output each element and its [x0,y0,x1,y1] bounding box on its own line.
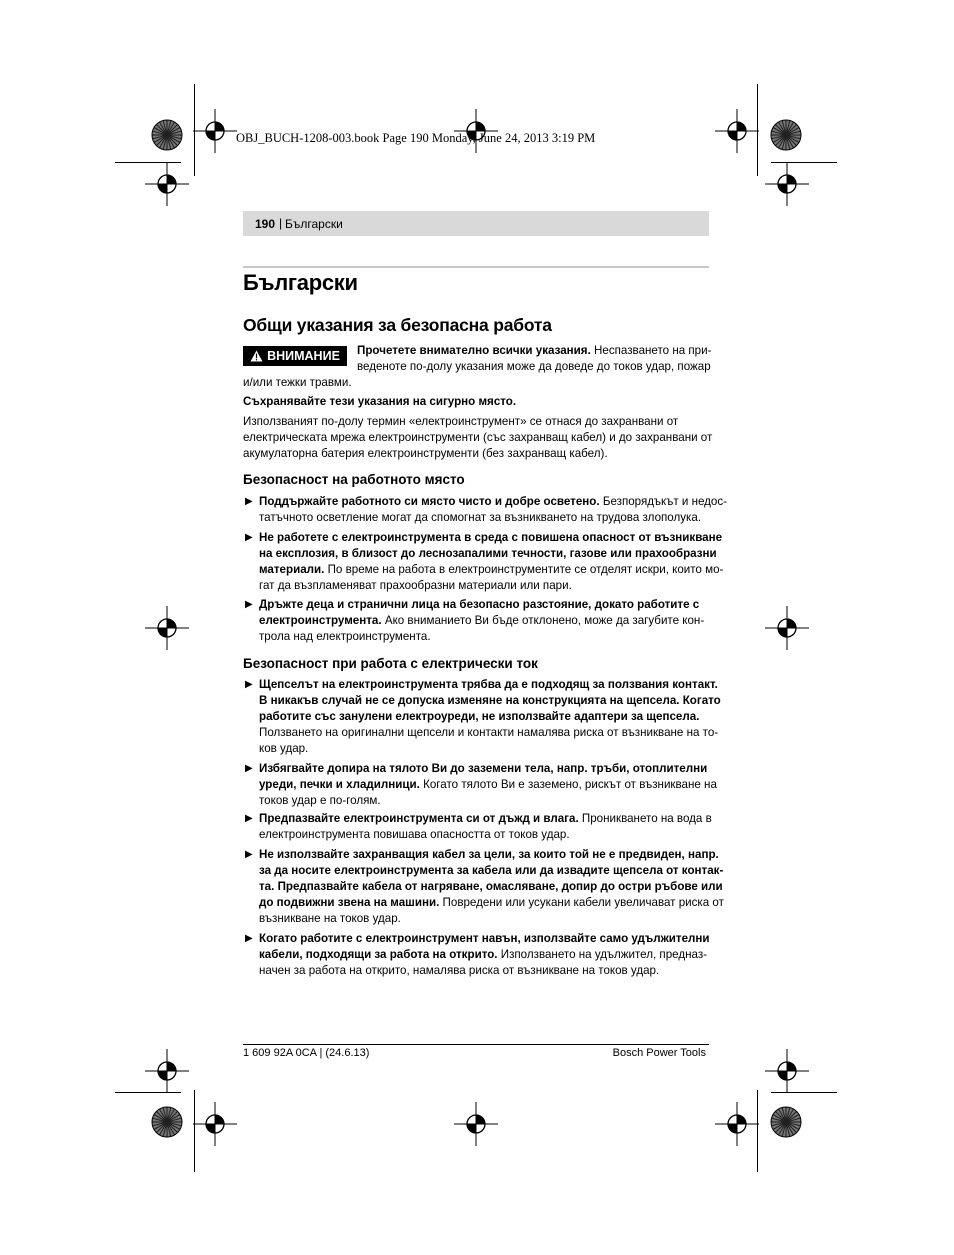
registration-mark-icon [145,162,189,206]
registration-mark-icon [145,1049,189,1093]
section-title: Общи указания за безопасна работа [243,315,552,335]
bullet-arrow-icon: ▶ [245,933,253,944]
list-item-line: та. Предпазвайте кабела от нагряване, омасляване, допир до остри ръбове или [259,880,723,893]
list-item-line: Ползването на оригинални щепсели и контакти намалява риска от възникване на то- [259,726,719,739]
list-item-line: възникване на токов удар. [259,912,401,925]
list-item-line: кабели, подходящи за работа на открито. Използването на удължител, предназ- [259,948,708,961]
bullet-arrow-icon: ▶ [245,532,253,543]
list-item-line: Избягвайте допира на тялото Ви до заземени тела, напр. тръби, отоплителни [259,762,708,775]
list-item-line: начен за работа на открито, намалява риска от възникване на токов удар. [259,964,660,977]
registration-mark-icon [715,109,759,153]
color-target-icon [151,1106,183,1138]
list-item-line: на експлозия, в близост до леснозапалими течности, газове или прахообразни [259,547,717,560]
title-rule [243,266,709,268]
registration-mark-icon [765,1049,809,1093]
bullet-arrow-icon: ▶ [245,813,253,824]
keep-notice: Съхранявайте тези указания на сигурно място. [243,395,517,408]
header-language: Български [285,217,343,231]
list-item-line: Когато работите с електроинструмент навън, използвайте само удължителни [259,932,710,945]
list-item-line: до подвижни звена на машини. Повредени или усукани кабели увеличават риска от [259,896,724,909]
list-item-line: токов удар е по-голям. [259,794,381,807]
intro-line: електрическата мрежа електроинструменти (със захранващ кабел) и до захранвани от [243,431,713,444]
list-item-line: работите със занулени електроуреди, не използвайте адаптери за щепсела. [259,710,700,723]
footer-code: 1 609 92A 0CA | (24.6.13) [243,1047,370,1059]
warning-line-2: веденоте по-долу указания може да доведе до токов удар, пожар [357,360,711,373]
list-item-line: Поддържайте работното си място чисто и добре осветено. Безпорядъкът и недос- [259,495,728,508]
list-item-line: материали. По време на работа в електроинструментите се отделят искри, които мо- [259,563,724,576]
list-item-line: електроинструмента. Ако вниманието Ви бъде отклонено, може да загубите кон- [259,614,705,627]
registration-mark-icon [765,162,809,206]
footer-brand: Bosch Power Tools [612,1047,706,1059]
list-item-line: В никакъв случай не се допуска изменяне на конструкцията на щепсела. Когато [259,694,721,707]
list-item-line: уреди, печки и хладилници. Когато тялото Ви е заземено, рискът от възникване на [259,778,717,791]
page-number: 190 [255,217,276,231]
warning-label: ВНИМАНИЕ [267,349,340,363]
bullet-arrow-icon: ▶ [245,763,253,774]
list-item-line: за да носите електроинструмента за кабела или да извадите щепсела от контак- [259,864,724,877]
warning-triangle-icon [250,350,263,362]
intro-line: Използваният по-долу термин «електроинструмент» се отнася до захранвани от [243,415,679,428]
print-slug: OBJ_BUCH-1208-003.book Page 190 Monday, June 24, 2013 3:19 PM [236,131,596,145]
list-item-line: ков удар. [259,742,309,755]
registration-mark-icon [193,1102,237,1146]
color-target-icon [151,119,183,151]
subsection-heading: Безопасност на работното място [243,472,465,487]
list-item-line: Не използвайте захранващия кабел за цели, за които той не е предвиден, напр. [259,848,719,861]
list-item-line: татъчното осветление могат да спомогнат за възникването на трудова злополука. [259,511,702,524]
list-item-line: трола над електроинструмента. [259,630,431,643]
list-item-line: Дръжте деца и странични лица на безопасно разстояние, докато работите с [259,598,700,611]
list-item-line: Щепселът на електроинструмента трябва да е подходящ за ползвания контакт. [259,678,718,691]
warning-line-1: Прочетете внимателно всички указания. Неспазването на при- [357,344,712,357]
registration-mark-icon [765,606,809,650]
registration-mark-icon [715,1102,759,1146]
registration-mark-icon [454,1102,498,1146]
header-separator: | [279,216,283,230]
registration-mark-icon [193,109,237,153]
bullet-arrow-icon: ▶ [245,599,253,610]
list-item-line: гат да възпламеняват прахообразни материали или пари. [259,579,572,592]
bullet-arrow-icon: ▶ [245,679,253,690]
bullet-arrow-icon: ▶ [245,496,253,507]
page-title: Български [243,270,358,295]
intro-line: акумулаторна батерия електроинструменти (без захранващ кабел). [243,447,608,460]
list-item-line: Не работете с електроинструмента в среда с повишена опасност от възникване [259,531,723,544]
color-target-icon [770,1106,802,1138]
footer-rule [243,1044,709,1045]
color-target-icon [770,119,802,151]
warning-badge [243,346,347,366]
bullet-arrow-icon: ▶ [245,849,253,860]
registration-mark-icon [145,606,189,650]
running-header [243,211,709,236]
list-item-line: електроинструмента повишава опасността от токов удар. [259,828,570,841]
warning-line-3: и/или тежки травми. [243,376,352,389]
list-item-line: Предпазвайте електроинструмента си от дъжд и влага. Проникването на вода в [259,812,712,825]
subsection-heading: Безопасност при работа с електрически ток [243,656,538,671]
